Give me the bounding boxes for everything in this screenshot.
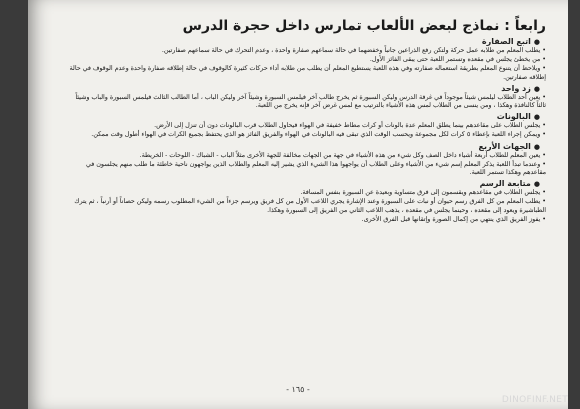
page-number: - ١٦٥ - (286, 385, 310, 394)
section-heading (68, 112, 546, 121)
paragraph: • وعندما تبدأ اللعبة يذكر المعلم إسم شيء من الأشياء وعلى الطلاب أن يواجهوا هذا الشيء الذي يشير إليه المعلم والطلاب الذين يواجهون ناحية خاطئة ما طلب منهم يجلسون في مقاعدهم وهكذا تستمر اللعبة. (86, 160, 546, 177)
paragraph: • ويلاحظ أن يتنوع المعلم بطريقة استعماله صفارته وفي هذه اللعبة يستطيع المعلم أن يطلب من طلابه أداء حركات كثيرة كالوقوف في حالة إطلاقه صفارة واحدة وعدم الوقوف في حالة إطلاقه صفارتين. (69, 65, 546, 81)
bullet-icon: ● (533, 180, 540, 189)
page-content (68, 18, 546, 225)
section-four-directions (68, 142, 546, 178)
paragraph: • يطلب المعلم من كل الفرق رسم حيوان أو نبات على السبورة وعند الإشارة يجري اللاعب الأول من كل فريق ويرسم جزءاً من الشيء المطلوب رسمه وليكن حصاناً أو أرنباً ، ثم يترك الطباشيرة ويعود إلى مقعده ، وحينما يجلس في مقعده ، يذهب اللاعب الثاني من الفريق إلى السبورة وهكذا. (74, 198, 546, 214)
site-watermark: DINOFINF.NET (501, 395, 568, 405)
book-page (28, 0, 568, 409)
bullet-icon: ● (533, 38, 540, 46)
section-heading (68, 179, 546, 188)
bullet-icon: ● (533, 113, 540, 122)
paragraph: • ويمكن إجراء اللعبة بإعطاء ٥ كرات لكل مجموعة ويحسب الوقت الذي تبقى فيه البالونات في الهواء والفريق الفائز هو الذي يحتفظ بجميع الكرات في الهواء أطول وقت ممكن. (91, 131, 546, 139)
section-heading (68, 37, 546, 46)
paragraph: • يعين أحد الطلاب ليلمس شيئاً موجوداً في غرفة الدرس وليكن السبورة ثم يخرج طالب آخر فيلمس السبورة وشيئاً آخر وليكن الباب ، أما الطالب الثالث فيلمس السبورة والباب وشيئاً ثالثاً كالنافذة وهكذا ، ومن ينسى من الطلاب لمس هذه الأشياء بالترتيب مع لمس غرض آخر فإنه يخرج من اللعبة. (75, 93, 546, 110)
paragraph: • يطلب المعلم من طلابه عمل حركة ولتكن رفع الذراعين جانباً وخفضهما في حالة سماعهم صفارة واحدة ، وعدم التحرك في حالة سماعهم صفارتين. (161, 47, 546, 54)
paragraph: • يجلس الطلاب على مقاعدهم بينما يطلق المعلم عدة بالونات أو كرات مطاط خفيفة في الهواء فيحاول الطلاب قرب البالونات دون أن تنزل إلى الأرض. (154, 122, 546, 130)
bullet-icon: ● (533, 84, 540, 93)
section-heading-text: متابعة الرسم (479, 179, 531, 189)
section-drawing-relay (68, 179, 546, 224)
paragraph: • يجلس الطلاب في مقاعدهم ويقسمون إلى فرق متساوية وبعيدة عن السبورة بنفس المسافة. (300, 189, 546, 197)
paragraph: • من يخطئ يجلس في مقعده وتستمر اللعبة حتى يبقى الفائز الأول. (369, 56, 546, 64)
section-balloons (68, 112, 546, 139)
bullet-icon: ● (533, 142, 540, 151)
paragraph: • يفوز الفريق الذي ينتهي من إكمال الصورة وإتقانها قبل الفرق الأخرى. (361, 215, 546, 223)
section-heading (68, 84, 546, 93)
section-heading-text: الجهات الأربع (478, 141, 531, 151)
section-heading (68, 142, 546, 151)
section-heading-text: البالونات (496, 112, 531, 122)
section-heading-text: زد واحد (501, 83, 531, 93)
section-follow-whistle (68, 37, 546, 82)
section-heading-text: اتبع الصفارة (481, 37, 531, 46)
page-title: رابعاً : نماذج لبعض الألعاب تمارس داخل حجرة الدرس (182, 18, 546, 34)
paragraph: • يعين المعلم للطلاب أربعة أشياء داخل الصف وكل شيء من هذه الأشياء في جهة من الجهات مخالفة للجهة الأخرى مثلاً الباب - الشباك - اللوحات - الخريطة. (139, 151, 546, 159)
section-add-one (68, 84, 546, 110)
